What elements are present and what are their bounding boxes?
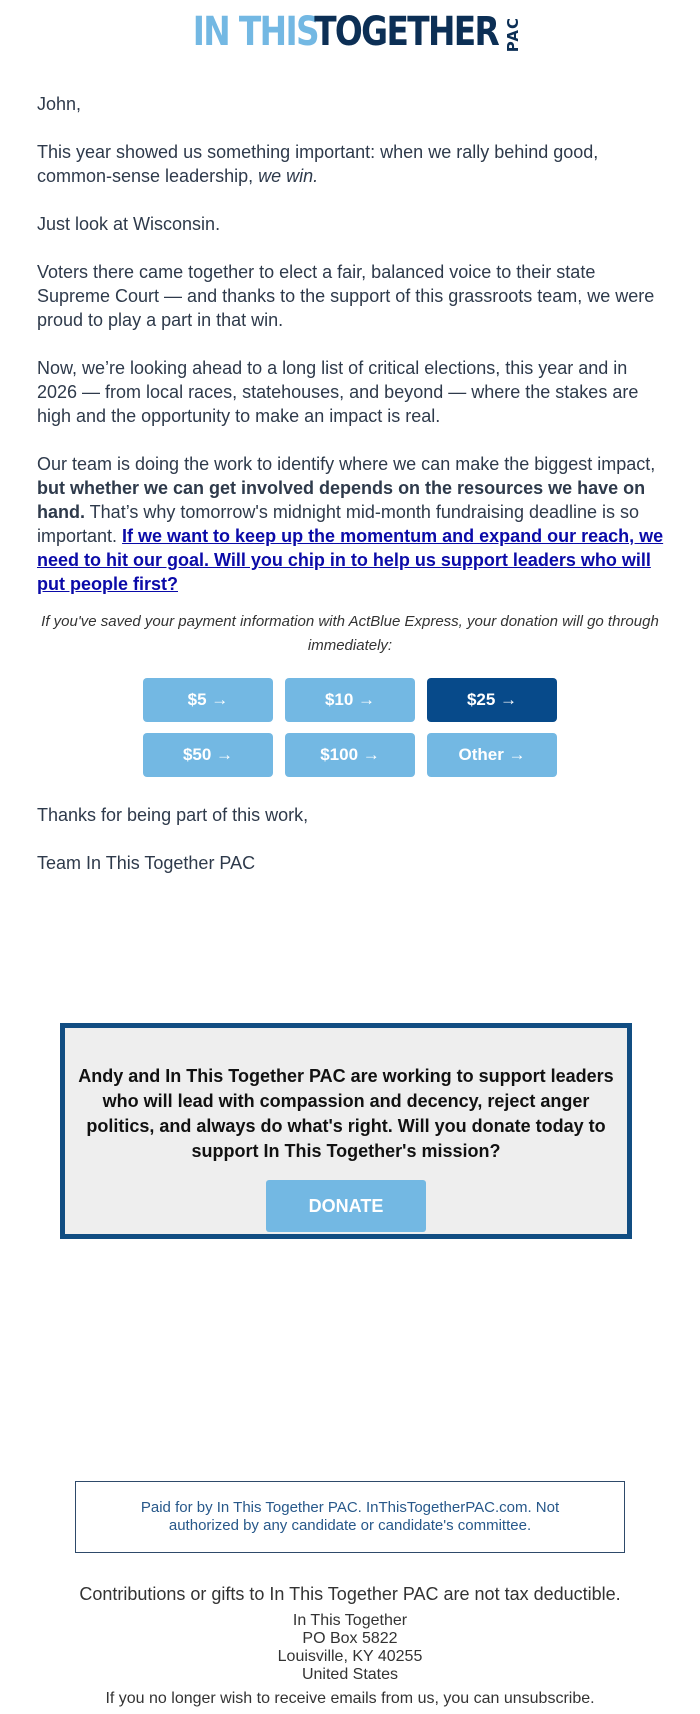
- paragraph-1: [37, 140, 667, 188]
- paragraph-5-text: Our team is doing the work to identify where we can make the biggest impact,: [37, 454, 656, 474]
- closing-line: Thanks for being part of this work,: [37, 805, 309, 825]
- donate-other-button[interactable]: Other →: [427, 733, 557, 777]
- address-line-3: Louisville, KY 40255: [277, 1648, 423, 1665]
- address-line-1: In This Together: [292, 1612, 408, 1629]
- donate-box-text: Andy and In This Together PAC are working to support leaders who will lead with compassion and decency, reject anger politics, and always do what's right. Will you donate today to support In This Together's mission?: [78, 1066, 614, 1161]
- signature: Team In This Together PAC: [37, 853, 256, 873]
- unsubscribe-text[interactable]: If you no longer wish to receive emails from us, you can unsubscribe.: [105, 1690, 595, 1707]
- donate-100-button[interactable]: $100 →: [285, 733, 415, 777]
- paragraph-5-bold: but whether we can get involved depends on the resources we have on hand.: [37, 478, 646, 522]
- donate-10-button[interactable]: $10 →: [285, 678, 415, 722]
- disclaimer-text: Paid for by In This Together PAC. InThisTogetherPAC.com. Not authorized by any candidate or candidate's committee.: [140, 1499, 560, 1534]
- donate-link[interactable]: If we want to keep up the momentum and expand our reach, we need to hit our goal. Will you chip in to help us support leaders who will put people first?: [37, 526, 664, 594]
- donate-box: [60, 1023, 632, 1239]
- logo-text-in-this: IN THIS: [192, 9, 318, 55]
- disclaimer-box: [75, 1481, 625, 1553]
- donate-50-button[interactable]: $50 →: [143, 733, 273, 777]
- paragraph-5-text-2: That’s why tomorrow's midnight mid-month fundraising deadline is so important.: [37, 502, 640, 546]
- paragraph-2: Just look at Wisconsin.: [37, 214, 221, 234]
- paragraph-3: Voters there came together to elect a fair, balanced voice to their state Supreme Court — and thanks to the support of this grassroots team, we were proud to play a part in that win.: [37, 262, 655, 330]
- address-line-2: PO Box 5822: [302, 1630, 398, 1647]
- actblue-note: If you've saved your payment information with ActBlue Express, your donation will go through immediately:: [41, 613, 659, 654]
- donate-5-button[interactable]: $5 →: [143, 678, 273, 722]
- paragraph-4: Now, we’re looking ahead to a long list of critical elections, this year and in 2026 — from local races, statehouses, and beyond — where the stakes are high and the opportunity to make an impact is real.: [37, 358, 639, 426]
- logo-text-together: TOGETHER: [313, 9, 498, 55]
- paragraph-1-text: This year showed us something important: when we rally behind good, common-sense leadership,: [37, 142, 599, 186]
- paragraph-5: [37, 452, 667, 596]
- donation-buttons: [143, 678, 557, 777]
- logo-text-pac: PAC: [504, 16, 523, 52]
- email-body: [37, 92, 667, 620]
- tax-notice: Contributions or gifts to In This Together PAC are not tax deductible.: [79, 1584, 621, 1604]
- address-line-4: United States: [301, 1666, 399, 1683]
- donate-25-button[interactable]: $25 →: [427, 678, 557, 722]
- donate-button[interactable]: DONATE: [266, 1180, 426, 1232]
- paragraph-1-emphasis: we win.: [258, 166, 319, 186]
- logo: [0, 9, 700, 55]
- greeting: John,: [37, 94, 82, 114]
